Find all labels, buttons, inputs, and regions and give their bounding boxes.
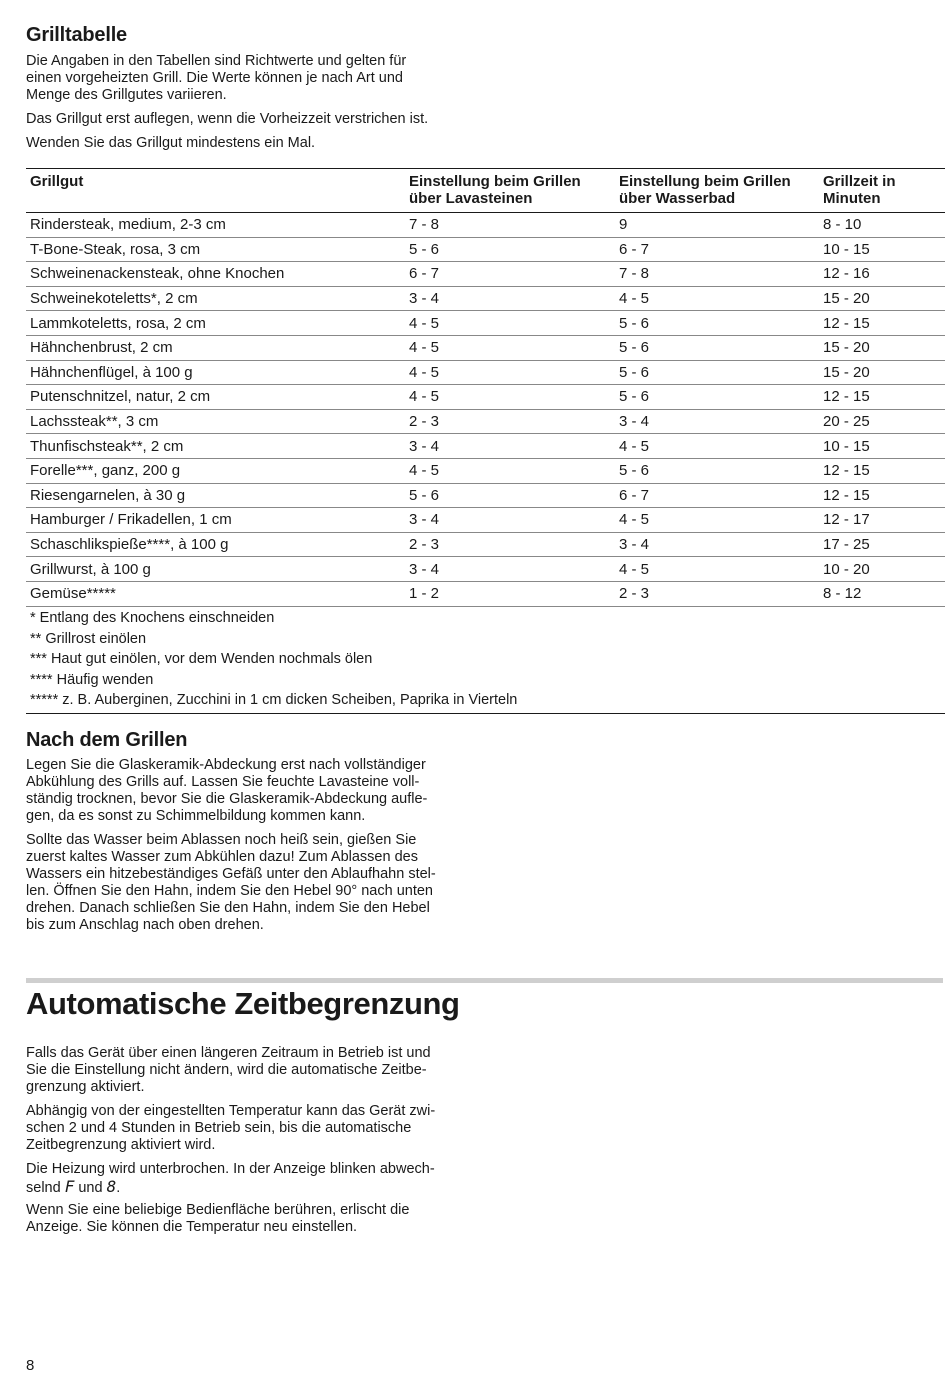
- section-title-zeitbegrenzung: Automatische Zeitbegrenzung: [26, 986, 460, 1021]
- table-row: [26, 458, 945, 483]
- header-lavasteine: Einstellung beim Grillen über Lavasteinen: [405, 169, 615, 213]
- table-cell: Rindersteak, medium, 2-3 cm: [26, 213, 405, 238]
- table-row: [26, 557, 945, 582]
- table-cell: 4 - 5: [405, 385, 615, 410]
- grill-table-body: [26, 213, 945, 607]
- cover-paragraph: Legen Sie die Glaskeramik-Abdeckung erst nach vollständiger Abkühlung des Grills auf. Lassen Sie feuchte Lavasteine voll- ständig trocknen, bevor Sie die Glaskeramik-Abdeckung aufle- gen, da es sonst zu Schimmelbildung kommen kann.: [26, 757, 428, 824]
- table-cell: 6 - 7: [615, 483, 819, 508]
- table-row: [26, 213, 945, 238]
- table-cell: Schaschlikspieße****, à 100 g: [26, 532, 405, 557]
- page-number: 8: [26, 1357, 35, 1374]
- display-paragraph-prefix: selnd: [26, 1180, 65, 1196]
- table-cell: 10 - 20: [819, 557, 945, 582]
- table-cell: Hähnchenflügel, à 100 g: [26, 360, 405, 385]
- segment-f-symbol: F: [64, 1177, 75, 1196]
- touch-paragraph: Wenn Sie eine beliebige Bedienfläche berühren, erlischt die Anzeige. Sie können die Temperatur neu einstellen.: [26, 1202, 410, 1235]
- table-cell: 3 - 4: [405, 508, 615, 533]
- display-paragraph-end: .: [116, 1180, 121, 1196]
- table-cell: 6 - 7: [405, 262, 615, 287]
- display-paragraph-line1: Die Heizung wird unterbrochen. In der Anzeige blinken abwech-: [26, 1161, 435, 1177]
- table-cell: Putenschnitzel, natur, 2 cm: [26, 385, 405, 410]
- table-cell: Schweinekoteletts*, 2 cm: [26, 286, 405, 311]
- display-paragraph: [26, 1161, 476, 1197]
- section-divider: [26, 978, 943, 983]
- table-cell: 9: [615, 213, 819, 238]
- table-cell: Grillwurst, à 100 g: [26, 557, 405, 582]
- table-cell: 8 - 12: [819, 581, 945, 606]
- table-header-row: [26, 169, 945, 213]
- table-cell: 4 - 5: [405, 335, 615, 360]
- table-row: [26, 262, 945, 287]
- auto-limit-paragraph: Falls das Gerät über einen längeren Zeitraum in Betrieb ist und Sie die Einstellung nicht ändern, wird die automatische Zeitbe- grenzung aktiviert.: [26, 1045, 431, 1095]
- table-cell: 4 - 5: [405, 360, 615, 385]
- footnote: *** Haut gut einölen, vor dem Wenden nochmals ölen: [30, 651, 373, 667]
- display-paragraph-mid: und: [74, 1180, 107, 1196]
- table-cell: 3 - 4: [405, 557, 615, 582]
- table-cell: 12 - 15: [819, 458, 945, 483]
- footnote: ** Grillrost einölen: [30, 630, 147, 647]
- section-title-grilltabelle: Grilltabelle: [26, 24, 127, 46]
- table-row: [26, 532, 945, 557]
- table-cell: 4 - 5: [405, 458, 615, 483]
- header-wasserbad: Einstellung beim Grillen über Wasserbad: [615, 169, 819, 213]
- table-cell: 5 - 6: [615, 385, 819, 410]
- header-grillzeit: Grillzeit in Minuten: [819, 169, 945, 213]
- header-grillgut: Grillgut: [26, 169, 405, 213]
- table-cell: 6 - 7: [615, 237, 819, 262]
- table-cell: Hähnchenbrust, 2 cm: [26, 335, 405, 360]
- table-cell: 3 - 4: [615, 409, 819, 434]
- table-cell: 4 - 5: [615, 557, 819, 582]
- water-paragraph: Sollte das Wasser beim Ablassen noch heiß sein, gießen Sie zuerst kaltes Wasser zum Abkühlen dazu! Zum Ablassen des Wassers ein hitzebeständiges Gefäß unter den Ablaufhahn stel- len. Öffnen Sie den Hahn, indem Sie den Hebel 90° nach unten drehen. Danach schließen Sie den Hahn, indem Sie den Hebel bis zum Anschlag nach oben drehen.: [26, 832, 436, 933]
- table-cell: 5 - 6: [615, 458, 819, 483]
- table-cell: 15 - 20: [819, 335, 945, 360]
- footnote: **** Häufig wenden: [30, 671, 154, 688]
- duration-paragraph: Abhängig von der eingestellten Temperatur kann das Gerät zwi- schen 2 und 4 Stunden in Betrieb sein, bis die automatische Zeitbegrenzung aktiviert wird.: [26, 1103, 436, 1153]
- table-cell: 4 - 5: [615, 286, 819, 311]
- footnote: * Entlang des Knochens einschneiden: [30, 610, 275, 626]
- table-cell: 3 - 4: [615, 532, 819, 557]
- table-cell: Gemüse*****: [26, 581, 405, 606]
- table-cell: 5 - 6: [615, 335, 819, 360]
- table-cell: 7 - 8: [615, 262, 819, 287]
- table-cell: 12 - 17: [819, 508, 945, 533]
- table-row: [26, 360, 945, 385]
- turn-paragraph: Wenden Sie das Grillgut mindestens ein Mal.: [26, 135, 316, 151]
- table-cell: 5 - 6: [615, 311, 819, 336]
- table-cell: 4 - 5: [615, 434, 819, 459]
- segment-8-symbol: 8: [106, 1177, 117, 1196]
- table-cell: 5 - 6: [405, 237, 615, 262]
- table-row: [26, 286, 945, 311]
- table-row: [26, 237, 945, 262]
- footnotes: [26, 608, 945, 714]
- table-row: [26, 409, 945, 434]
- footnote: ***** z. B. Auberginen, Zucchini in 1 cm dicken Scheiben, Paprika in Vierteln: [30, 692, 518, 708]
- table-cell: 4 - 5: [405, 311, 615, 336]
- table-cell: 5 - 6: [615, 360, 819, 385]
- table-cell: 15 - 20: [819, 360, 945, 385]
- intro-paragraph: Die Angaben in den Tabellen sind Richtwerte und gelten für einen vorgeheizten Grill. Die Werte können je nach Art und Menge des Grillgutes variieren.: [26, 53, 407, 103]
- table-cell: 12 - 15: [819, 311, 945, 336]
- table-cell: Lammkoteletts, rosa, 2 cm: [26, 311, 405, 336]
- table-cell: Forelle***, ganz, 200 g: [26, 458, 405, 483]
- table-row: [26, 508, 945, 533]
- table-cell: 12 - 15: [819, 385, 945, 410]
- table-row: [26, 581, 945, 606]
- preheat-paragraph: Das Grillgut erst auflegen, wenn die Vorheizzeit verstrichen ist.: [26, 111, 429, 127]
- table-row: [26, 385, 945, 410]
- table-cell: 8 - 10: [819, 213, 945, 238]
- table-cell: 1 - 2: [405, 581, 615, 606]
- table-cell: Schweinenackensteak, ohne Knochen: [26, 262, 405, 287]
- table-row: [26, 434, 945, 459]
- table-cell: Hamburger / Frikadellen, 1 cm: [26, 508, 405, 533]
- section-title-nach-dem-grillen: Nach dem Grillen: [26, 729, 188, 751]
- table-cell: T-Bone-Steak, rosa, 3 cm: [26, 237, 405, 262]
- table-cell: Lachssteak**, 3 cm: [26, 409, 405, 434]
- table-cell: 15 - 20: [819, 286, 945, 311]
- table-cell: 3 - 4: [405, 434, 615, 459]
- table-cell: 12 - 16: [819, 262, 945, 287]
- grill-table: [26, 168, 945, 607]
- table-cell: 17 - 25: [819, 532, 945, 557]
- table-cell: 12 - 15: [819, 483, 945, 508]
- table-cell: 10 - 15: [819, 434, 945, 459]
- table-cell: 10 - 15: [819, 237, 945, 262]
- table-cell: 5 - 6: [405, 483, 615, 508]
- table-cell: 20 - 25: [819, 409, 945, 434]
- table-cell: 2 - 3: [405, 532, 615, 557]
- table-cell: 2 - 3: [405, 409, 615, 434]
- table-cell: 4 - 5: [615, 508, 819, 533]
- table-cell: 7 - 8: [405, 213, 615, 238]
- table-row: [26, 335, 945, 360]
- table-row: [26, 483, 945, 508]
- table-cell: 3 - 4: [405, 286, 615, 311]
- table-cell: 2 - 3: [615, 581, 819, 606]
- table-row: [26, 311, 945, 336]
- table-cell: Thunfischsteak**, 2 cm: [26, 434, 405, 459]
- table-cell: Riesengarnelen, à 30 g: [26, 483, 405, 508]
